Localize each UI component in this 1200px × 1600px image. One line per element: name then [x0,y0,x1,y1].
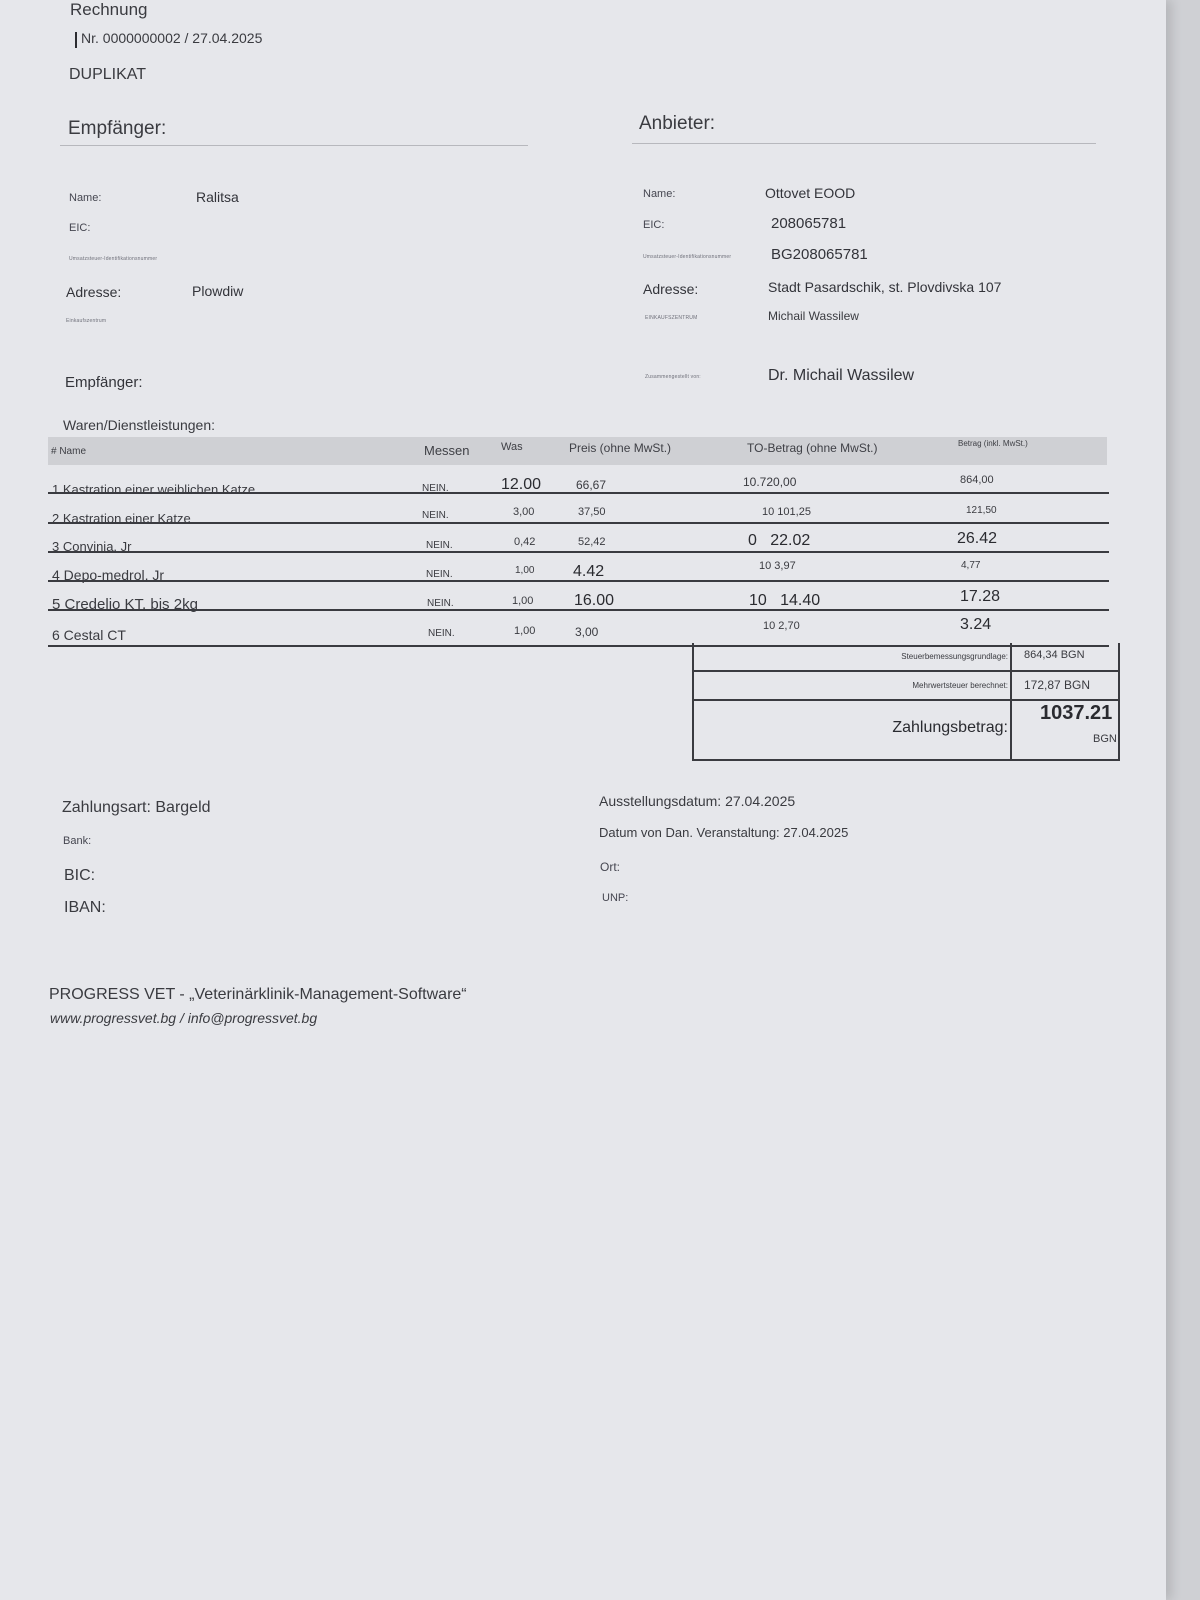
total-value: 1037.21 [1040,702,1113,724]
col-to-betrag: TO-Betrag (ohne MwSt.) [747,441,878,455]
recipient-contact-label: Einkaufszentrum [66,318,107,324]
receiver-label: Empfänger: [65,374,143,391]
row-was: 1,00 [512,595,534,607]
row-preis: 16.00 [574,592,615,609]
row-preis: 52,42 [578,536,606,548]
row-preis: 4.42 [573,563,605,580]
recipient-heading: Empfänger: [68,118,167,139]
provider-eic-label: EIC: [643,219,665,231]
row-was: 3,00 [513,506,535,518]
row-messen: NEIN. [422,483,449,494]
col-preis: Preis (ohne MwSt.) [569,441,672,455]
table-row [48,524,1109,553]
provider-divider [632,143,1096,144]
items-heading: Waren/Dienstleistungen: [63,417,216,433]
row-preis: 66,67 [576,478,607,492]
totals-row-base [694,643,1118,672]
row-name: 3 Convinia, Jr [52,539,132,554]
bank-label: Bank: [63,835,92,847]
payment-method: Zahlungsart: Bargeld [62,799,211,816]
recipient-name-label: Name: [69,192,102,204]
row-preis: 3,00 [575,625,599,639]
footer-contact: www.progressvet.bg / info@progressvet.bg [50,1010,318,1026]
row-was: 1,00 [515,565,535,576]
row-to-betrag: 10 101,25 [762,506,811,518]
col-messen: Messen [424,443,470,458]
row-betrag: 3.24 [960,616,992,633]
row-betrag: 17.28 [960,588,1001,605]
event-date: Datum von Dan. Veranstaltung: 27.04.2025 [599,825,849,840]
totals-divider [1010,643,1012,759]
recipient-name: Ralitsa [196,189,239,205]
provider-address-label: Adresse: [643,281,699,297]
recipient-address-label: Adresse: [66,284,122,300]
recipient-vat-label: Umsatzsteuer-Identifikationsnummer [69,256,158,262]
unp-label: UNP: [602,892,629,904]
issue-date: Ausstellungsdatum: 27.04.2025 [599,793,796,809]
row-name: 6 Cestal CT [52,627,126,643]
recipient-eic-label: EIC: [69,222,91,234]
row-messen: NEIN. [422,510,449,521]
invoice-title: Rechnung [70,0,148,19]
row-messen: NEIN. [428,628,455,639]
table-row [48,611,1109,647]
text-cursor-mark [75,32,77,48]
col-was: Was [501,441,523,453]
vat-label: Mehrwertsteuer berechnet: [912,681,1008,690]
row-messen: NEIN. [426,569,453,580]
row-name: 5 Credelio KT, bis 2kg [52,596,198,613]
provider-name-label: Name: [643,188,676,200]
row-to-betrag: 10 3,97 [759,560,796,572]
total-currency: BGN [1093,733,1117,745]
base-value: 864,34 BGN [1024,649,1085,661]
row-name: 1 Kastration einer weiblichen Katze [52,482,256,497]
footer-product: PROGRESS VET - „Veterinärklinik-Management-Software“ [49,986,467,1003]
row-name: 4 Depo-medrol, Jr [52,567,165,583]
provider-eic: 208065781 [771,215,847,232]
row-was: 1,00 [514,625,536,637]
row-betrag: 121,50 [966,505,997,516]
col-name: # Name [51,446,87,457]
invoice-number: Nr. 0000000002 / 27.04.2025 [81,30,263,46]
total-label: Zahlungsbetrag: [892,719,1008,736]
provider-contact-label: EINKAUFSZENTRUM [645,315,698,321]
row-betrag: 26.42 [957,530,998,547]
row-preis: 37,50 [578,506,606,518]
provider-vat: BG208065781 [771,246,868,263]
provider-contact: Michail Wassilew [768,309,859,323]
row-to-betrag: 10 2,70 [763,620,800,632]
row-to-betrag: 0 22.02 [748,532,811,549]
row-messen: NEIN. [426,540,453,551]
row-was: 0,42 [514,536,536,548]
vat-value: 172,87 BGN [1024,678,1091,692]
duplicate-label: DUPLIKAT [69,66,147,83]
totals-row-vat [694,672,1118,701]
recipient-address: Plowdiw [192,283,244,299]
row-betrag: 4,77 [961,560,981,571]
provider-heading: Anbieter: [639,113,716,134]
row-name: 2 Kastration einer Katze [52,511,191,526]
table-row [48,494,1109,524]
table-row [48,469,1109,497]
table-row [48,553,1109,582]
bic-label: BIC: [64,867,96,884]
row-betrag: 864,00 [960,474,994,486]
items-table-header [48,437,1107,465]
base-label: Steuerbemessungsgrundlage: [901,652,1008,661]
provider-address: Stadt Pasardschik, st. Plovdivska 107 [768,279,1002,295]
row-was: 12.00 [501,476,542,493]
compiled-by: Dr. Michail Wassilew [768,367,915,384]
table-row [48,582,1109,611]
place-label: Ort: [600,860,620,874]
col-betrag: Betrag (inkl. MwSt.) [958,439,1028,448]
provider-name: Ottovet EOOD [765,185,856,201]
provider-vat-label: Umsatzsteuer-Identifikationsnummer [643,254,732,260]
iban-label: IBAN: [64,899,106,916]
row-to-betrag: 10 14.40 [749,592,821,609]
compiled-by-label: Zusammengestellt von: [645,374,701,380]
row-messen: NEIN. [427,598,454,609]
row-to-betrag: 10.720,00 [743,475,797,489]
totals-box [692,643,1120,761]
recipient-divider [60,145,528,146]
